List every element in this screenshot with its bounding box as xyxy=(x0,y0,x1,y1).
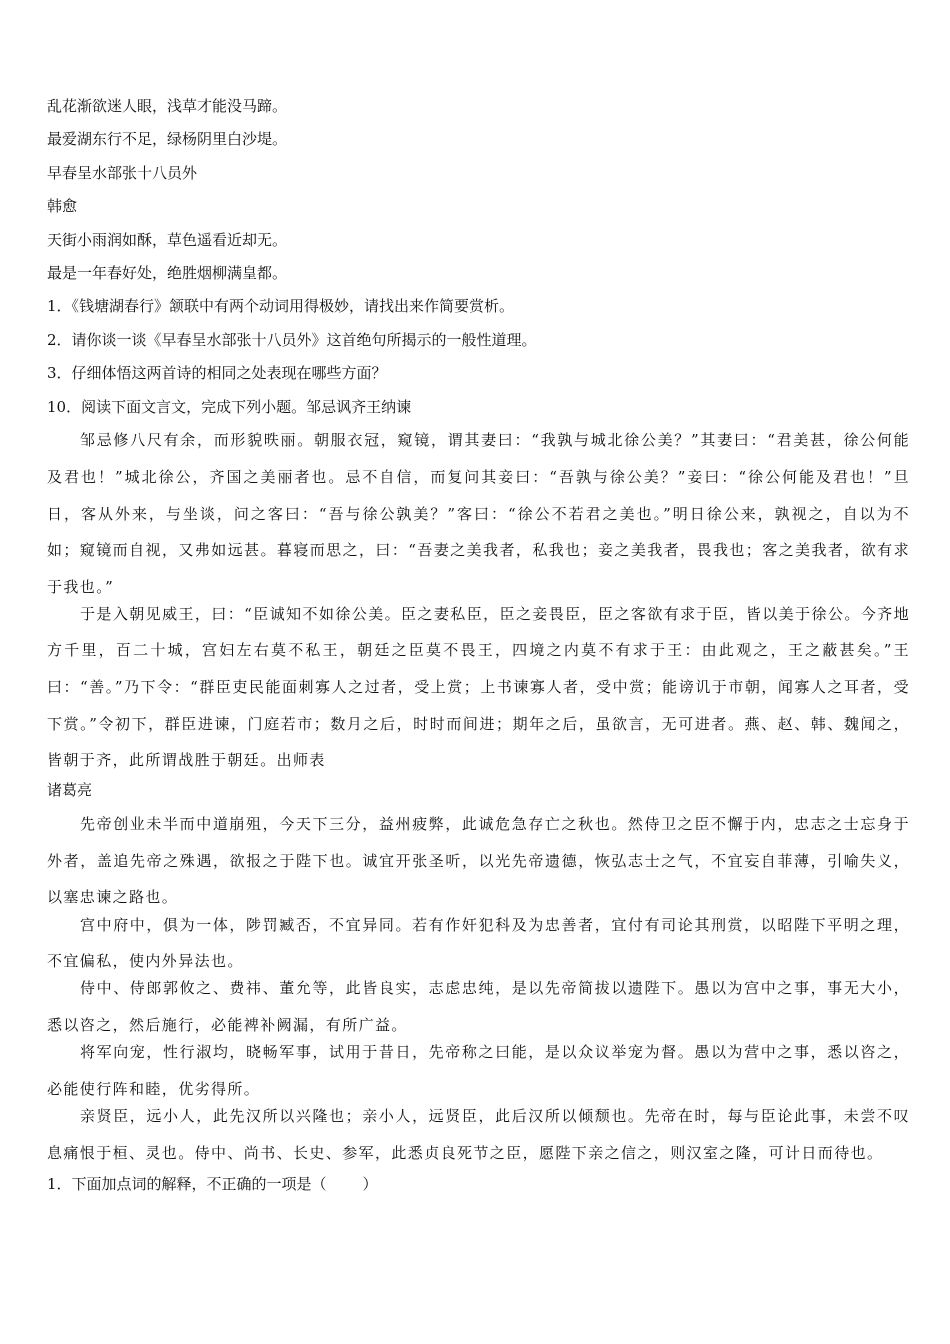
question-3: 3．仔细体悟这两首诗的相同之处表现在哪些方面？ xyxy=(47,364,387,383)
poem-title: 早春呈水部张十八员外 xyxy=(47,163,198,182)
subquestion-1-suffix: ） xyxy=(362,1174,378,1193)
poem-line-3: 天街小雨润如酥，草色遥看近却无。 xyxy=(47,230,288,249)
zouji-paragraph-1: 邹忌修八尺有余，而形貌昳丽。朝服衣冠，窥镜，谓其妻曰：“我孰与城北徐公美？”其妻曰：“君美甚，徐公何能及君也！”城北徐公，齐国之美丽者也。忌不自信，而复问其妾曰：“吾孰与徐公美？”妾曰：“徐公何能及君也！”旦日，客从外来，与坐谈，问之客曰：“吾与徐公孰美？”客曰：“徐公不若君之美也。”明日徐公来，孰视之，自以为不如；窥镜而自视，又弗如远甚。暮寝而思之，曰：“吾妻之美我者，私我也；妾之美我者，畏我也；客之美我者，欲有求于我也。” xyxy=(47,431,910,596)
poem-author: 韩愈 xyxy=(47,197,78,216)
subquestion-1 xyxy=(47,1176,910,1193)
question-2: 2．请你谈一谈《早春呈水部张十八员外》这首绝句所揭示的一般性道理。 xyxy=(47,330,537,349)
chushibiao-author: 诸葛亮 xyxy=(47,781,93,800)
chushibiao-paragraph-1: 先帝创业未半而中道崩殂，今天下三分，益州疲弊，此诚危急存亡之秋也。然侍卫之臣不懈于内，忠志之士忘身于外者，盖追先帝之殊遇，欲报之于陛下也。诚宜开张圣听，以光先帝遗德，恢弘志士之气，不宜妄自菲薄，引喻失义，以塞忠谏之路也。 xyxy=(47,815,910,907)
question-1: 1．《钱塘湖春行》颔联中有两个动词用得极妙，请找出来作简要赏析。 xyxy=(47,297,515,316)
poem-line-2: 最爱湖东行不足，绿杨阴里白沙堤。 xyxy=(47,130,288,149)
poem-line-4: 最是一年春好处，绝胜烟柳满皇都。 xyxy=(47,263,288,282)
subquestion-1-prefix: 1．下面加点词的解释，不正确的一项是（ xyxy=(47,1174,327,1193)
question-10-heading: 10．阅读下面文言文，完成下列小题。邹忌讽齐王纳谏 xyxy=(47,397,412,416)
poem-line-1: 乱花渐欲迷人眼，浅草才能没马蹄。 xyxy=(47,97,288,115)
zouji-paragraph-2: 于是入朝见威王，曰：“臣诚知不如徐公美。臣之妻私臣，臣之妾畏臣，臣之客欲有求于臣，皆以美于徐公。今齐地方千里，百二十城，宫妇左右莫不私王，朝廷之臣莫不畏王，四境之内莫不有求于王：由此观之，王之蔽甚矣。”王曰：“善。”乃下令：“群臣吏民能面刺寡人之过者，受上赏；上书谏寡人者，受中赏；能谤讥于市朝，闻寡人之耳者，受下赏。”令初下，群臣进谏，门庭若市；数月之后，时时而间进；期年之后，虽欲言，无可进者。燕、赵、韩、魏闻之，皆朝于齐，此所谓战胜于朝廷。出师表 xyxy=(47,604,910,770)
chushibiao-paragraph-5: 亲贤臣，远小人，此先汉所以兴隆也；亲小人，远贤臣，此后汉所以倾颓也。先帝在时，每与臣论此事，未尝不叹息痛恨于桓、灵也。侍中、尚书、长史、参军，此悉贞良死节之臣，愿陛下亲之信之，则汉室之隆，可计日而待也。 xyxy=(47,1107,910,1162)
chushibiao-paragraph-3: 侍中、侍郎郭攸之、费祎、董允等，此皆良实，志虑忠纯，是以先帝简拔以遗陛下。愚以为宫中之事，事无大小，悉以咨之，然后施行，必能裨补阙漏，有所广益。 xyxy=(47,979,910,1035)
chushibiao-paragraph-2: 宫中府中，俱为一体，陟罚臧否，不宜异同。若有作奸犯科及为忠善者，宜付有司论其刑赏，以昭陛下平明之理，不宜偏私，使内外异法也。 xyxy=(47,915,910,971)
chushibiao-paragraph-4: 将军向宠，性行淑均，晓畅军事，试用于昔日，先帝称之曰能，是以众议举宠为督。愚以为营中之事，悉以咨之，必能使行阵和睦，优劣得所。 xyxy=(47,1043,910,1098)
